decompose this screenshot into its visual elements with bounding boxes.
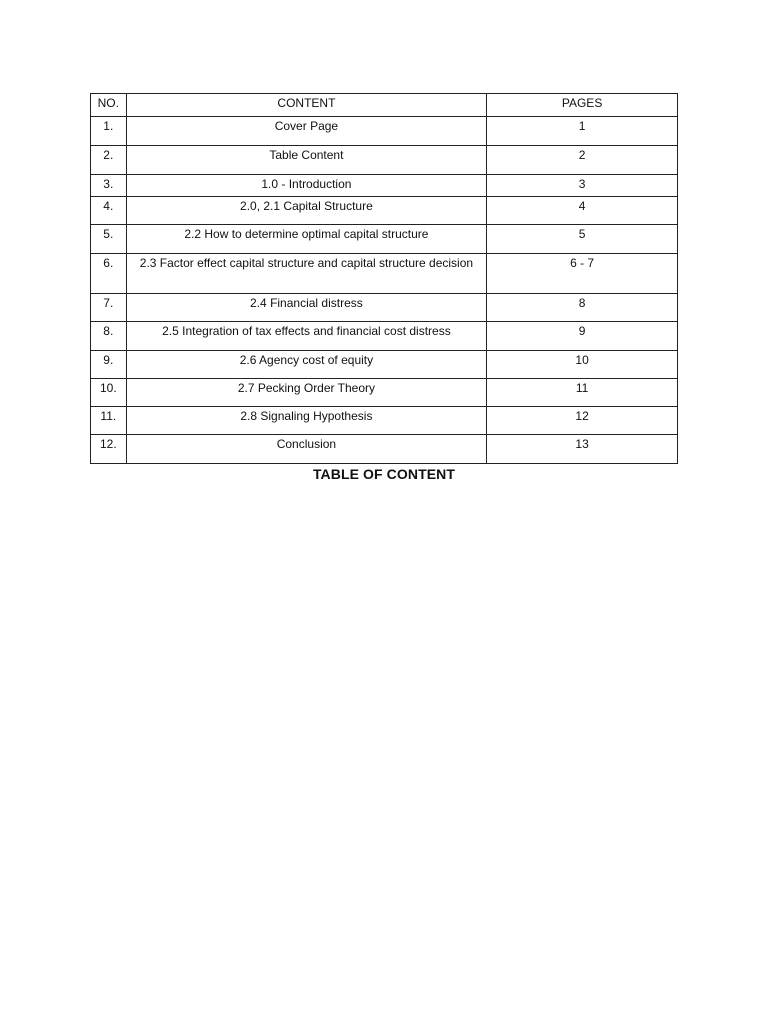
- row-pages: 2: [487, 146, 678, 175]
- table-row: [91, 294, 678, 322]
- row-pages: 9: [487, 322, 678, 351]
- table-caption: TABLE OF CONTENT: [312, 466, 456, 482]
- row-no: 9.: [91, 351, 127, 379]
- table-row: [91, 351, 678, 379]
- table-row: [91, 146, 678, 175]
- table-row: [91, 435, 678, 464]
- row-no: 10.: [91, 379, 127, 407]
- row-content: 2.4 Financial distress: [126, 294, 487, 322]
- row-no: 5.: [91, 225, 127, 254]
- row-content: Table Content: [126, 146, 487, 175]
- row-no: 1.: [91, 117, 127, 146]
- row-content: Conclusion: [126, 435, 487, 464]
- row-no: 8.: [91, 322, 127, 351]
- row-content: 2.5 Integration of tax effects and financial cost distress: [126, 322, 487, 351]
- row-no: 4.: [91, 197, 127, 225]
- row-pages: 3: [487, 175, 678, 197]
- row-content: 2.3 Factor effect capital structure and capital structure decision: [126, 254, 487, 294]
- row-content: 1.0 - Introduction: [126, 175, 487, 197]
- row-pages: 13: [487, 435, 678, 464]
- row-no: 11.: [91, 407, 127, 435]
- toc-table: [90, 93, 678, 464]
- table-row: [91, 197, 678, 225]
- table-row: [91, 407, 678, 435]
- row-no: 3.: [91, 175, 127, 197]
- row-content: Cover Page: [126, 117, 487, 146]
- row-pages: 12: [487, 407, 678, 435]
- row-no: 12.: [91, 435, 127, 464]
- table-row: [91, 117, 678, 146]
- row-pages: 6 - 7: [487, 254, 678, 294]
- header-content: CONTENT: [126, 94, 487, 117]
- row-no: 2.: [91, 146, 127, 175]
- table-row: [91, 225, 678, 254]
- table-row: [91, 175, 678, 197]
- row-pages: 10: [487, 351, 678, 379]
- row-content: 2.2 How to determine optimal capital structure: [126, 225, 487, 254]
- row-content: 2.7 Pecking Order Theory: [126, 379, 487, 407]
- row-content: 2.6 Agency cost of equity: [126, 351, 487, 379]
- table-row: [91, 322, 678, 351]
- table-row: [91, 254, 678, 294]
- row-content: 2.8 Signaling Hypothesis: [126, 407, 487, 435]
- table-header-row: [91, 94, 678, 117]
- row-pages: 1: [487, 117, 678, 146]
- row-pages: 11: [487, 379, 678, 407]
- row-no: 7.: [91, 294, 127, 322]
- header-pages: PAGES: [487, 94, 678, 117]
- row-pages: 4: [487, 197, 678, 225]
- row-pages: 5: [487, 225, 678, 254]
- header-no: NO.: [91, 94, 127, 117]
- row-no: 6.: [91, 254, 127, 294]
- row-content: 2.0, 2.1 Capital Structure: [126, 197, 487, 225]
- row-pages: 8: [487, 294, 678, 322]
- table-row: [91, 379, 678, 407]
